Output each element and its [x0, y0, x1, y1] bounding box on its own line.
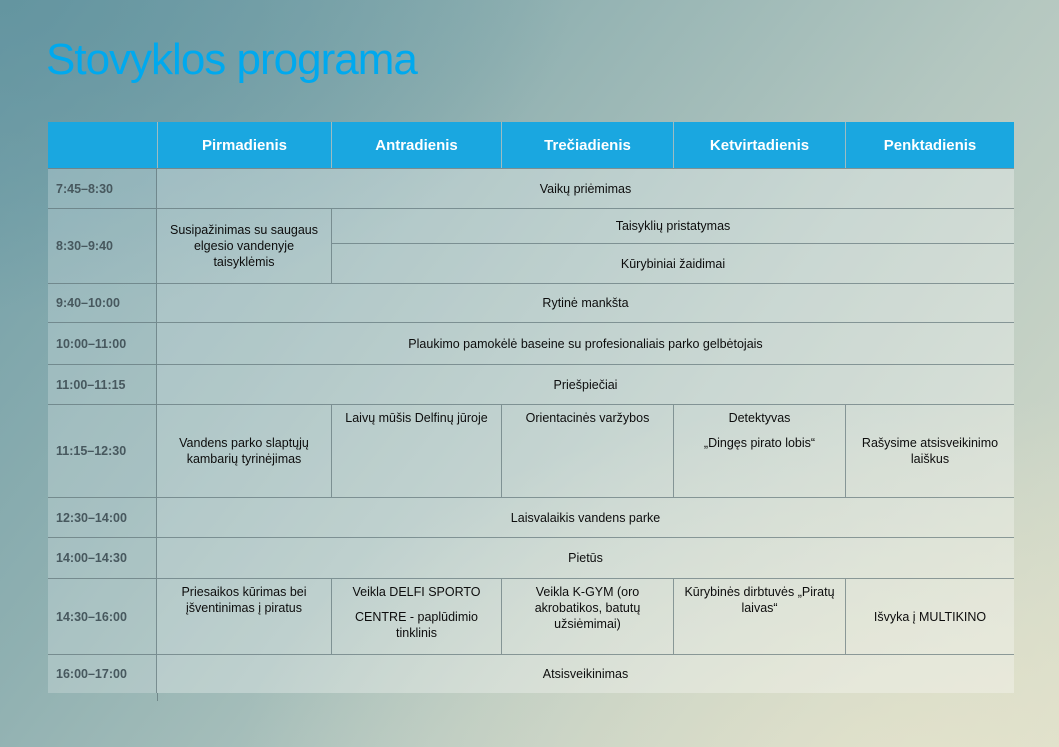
activity-cell-monday: Susipažinimas su saugaus elgesio vandenyje taisyklėmis: [157, 208, 331, 283]
activity-line: CENTRE - paplūdimio tinklinis: [355, 610, 478, 640]
activity-cell-wednesday: Veikla K-GYM (oro akrobatikos, batutų užsiėmimai): [501, 578, 673, 654]
activity-cell-all-days: Rytinė mankšta: [157, 283, 1014, 322]
time-slot: 11:00–11:15: [48, 364, 157, 404]
activity-cell-thursday: [673, 404, 845, 497]
header-thursday: Ketvirtadienis: [673, 122, 845, 168]
schedule-table: [48, 122, 1014, 693]
header-tuesday: Antradienis: [331, 122, 501, 168]
header-friday: Penktadienis: [845, 122, 1014, 168]
activity-cell-wednesday: Orientacinės varžybos: [501, 404, 673, 497]
time-slot: 16:00–17:00: [48, 654, 157, 693]
activity-cell-friday: Rašysime atsisveikinimo laiškus: [845, 404, 1014, 497]
activity-cell-all-days: Atsisveikinimas: [157, 654, 1014, 693]
page-title: Stovyklos programa: [46, 35, 417, 84]
activity-cell-friday: Išvyka į MULTIKINO: [845, 578, 1014, 654]
activity-cell-all-days: Pietūs: [157, 537, 1014, 578]
activity-cell-thursday: Kūrybinės dirbtuvės „Piratų laivas“: [673, 578, 845, 654]
activity-cell-monday: Priesaikos kūrimas bei įšventinimas į piratus: [157, 578, 331, 654]
time-slot: 12:30–14:00: [48, 497, 157, 537]
activity-cell-monday: Vandens parko slaptųjų kambarių tyrinėjimas: [157, 404, 331, 497]
time-slot: 8:30–9:40: [48, 208, 157, 283]
activity-cell-tue-fri-bottom: Kūrybiniai žaidimai: [331, 243, 1014, 283]
header-wednesday: Trečiadienis: [501, 122, 673, 168]
activity-cell-all-days: Laisvalaikis vandens parke: [157, 497, 1014, 537]
time-slot: 14:00–14:30: [48, 537, 157, 578]
header-empty-cell: [48, 122, 157, 168]
time-slot: 14:30–16:00: [48, 578, 157, 654]
activity-cell-tuesday: [331, 578, 501, 654]
time-slot: 11:15–12:30: [48, 404, 157, 497]
time-slot: 10:00–11:00: [48, 322, 157, 364]
activity-line: Veikla DELFI SPORTO: [352, 585, 481, 599]
time-slot: 7:45–8:30: [48, 168, 157, 208]
activity-cell-tue-fri-top: Taisyklių pristatymas: [331, 208, 1014, 243]
activity-cell-all-days: Plaukimo pamokėlė baseine su profesionaliais parko gelbėtojais: [157, 322, 1014, 364]
activity-cell-all-days: Vaikų priėmimas: [157, 168, 1014, 208]
activity-cell-tuesday: Laivų mūšis Delfinų jūroje: [331, 404, 501, 497]
header-monday: Pirmadienis: [157, 122, 331, 168]
activity-line: „Dingęs pirato lobis“: [703, 436, 816, 450]
activity-cell-all-days: Priešpiečiai: [157, 364, 1014, 404]
time-slot: 9:40–10:00: [48, 283, 157, 322]
activity-line: Detektyvas: [728, 411, 791, 425]
column-divider-stub: [157, 693, 158, 701]
